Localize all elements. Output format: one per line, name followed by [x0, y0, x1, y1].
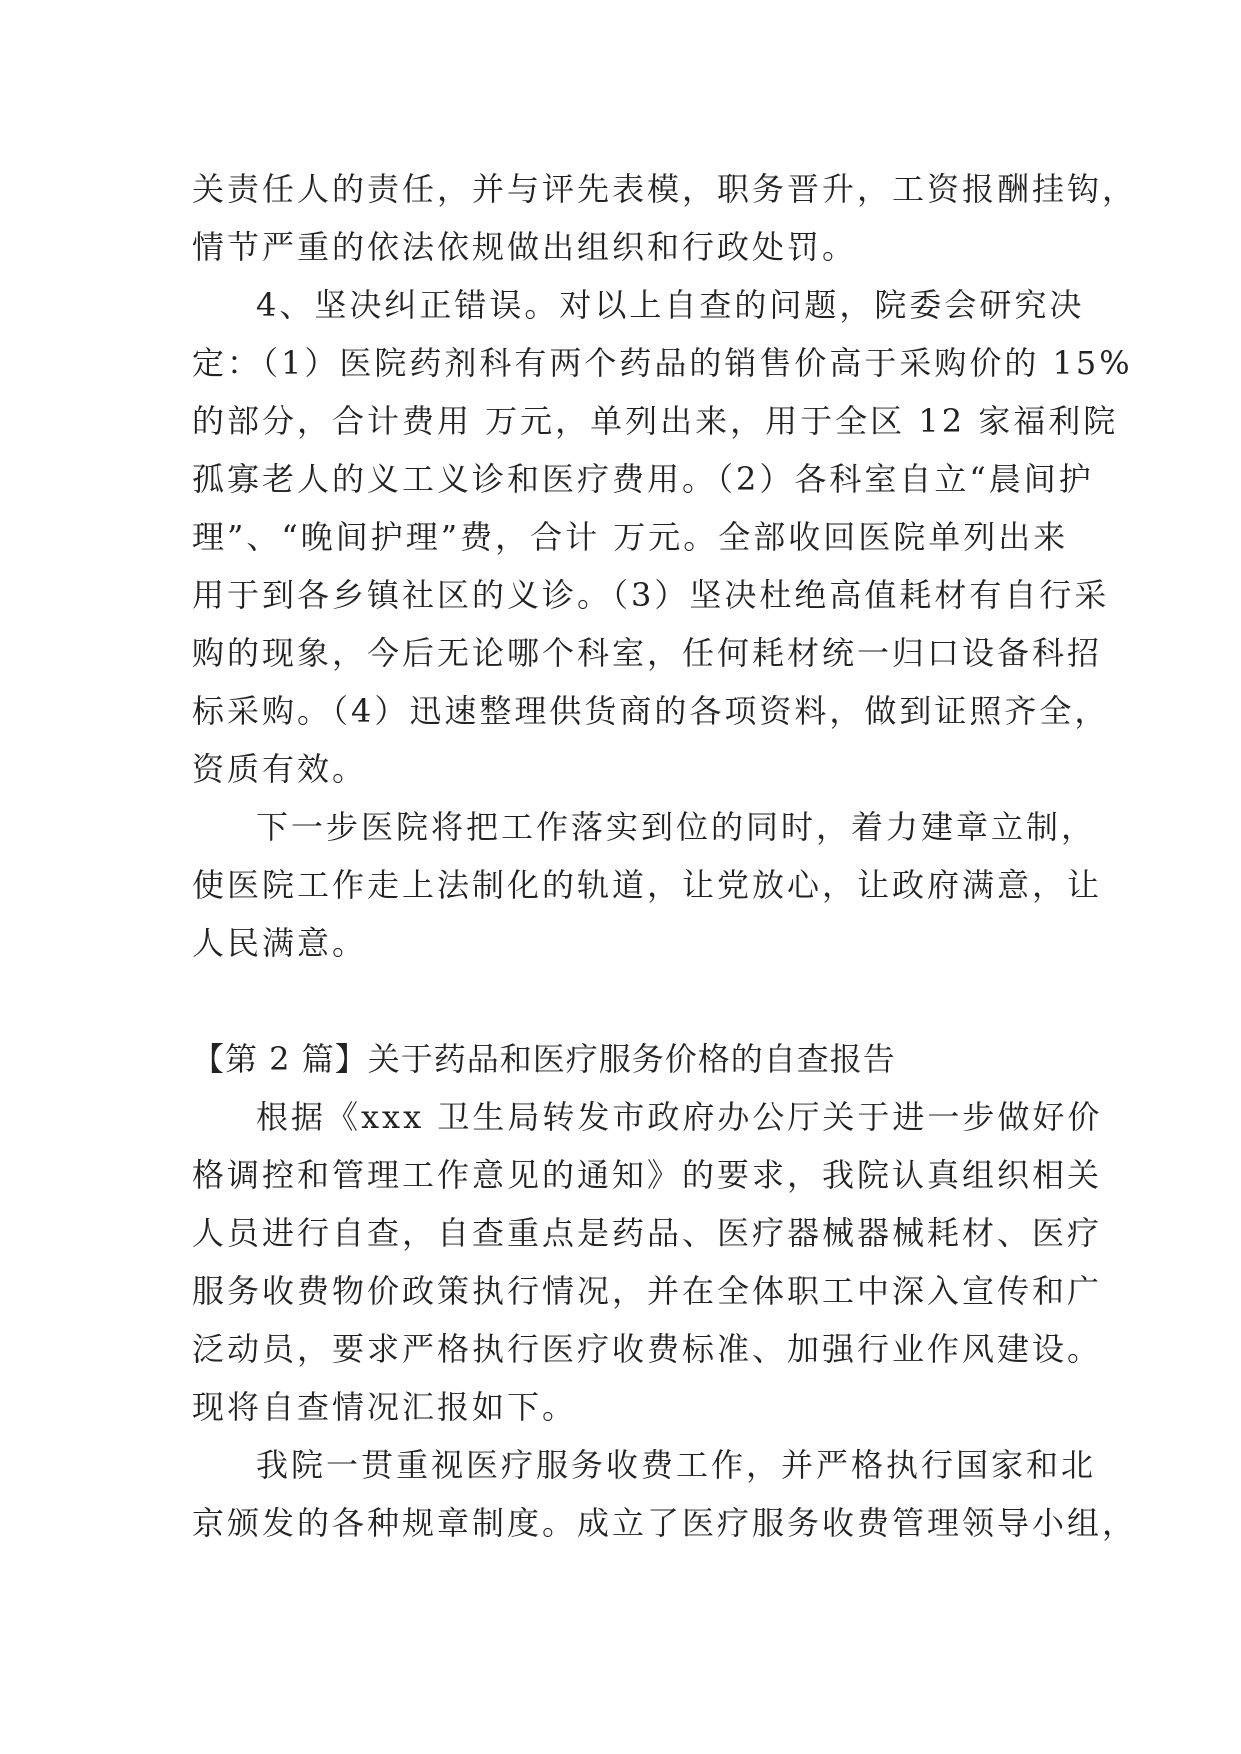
text-line: 情节严重的依法依规做出组织和行政处罚。 [192, 228, 858, 266]
text-line: 资质有效。 [192, 750, 368, 788]
text-line: 下一步医院将把工作落实到位的同时，着力建章立制， [256, 808, 1097, 846]
paragraph-hospital-policy [192, 1436, 1138, 1552]
text-line: 人民满意。 [192, 924, 368, 962]
text-line: 孤寡老人的义工义诊和医疗费用。（2）各科室自立“晨间护 [192, 460, 1094, 498]
paragraph-next-steps [192, 798, 1103, 972]
text-line: 使医院工作走上法制化的轨道，让党放心，让政府满意，让 [192, 866, 1103, 904]
text-line: 用于到各乡镇社区的义诊。（3）坚决杜绝高值耗材有自行采 [192, 576, 1110, 614]
text-line: 服务收费物价政策执行情况，并在全体职工中深入宣传和广 [192, 1272, 1103, 1310]
text-line: 泛动员，要求严格执行医疗收费标准、加强行业作风建设。 [192, 1330, 1103, 1368]
text-line: 人员进行自查，自查重点是药品、医疗器械器械耗材、医疗 [192, 1214, 1103, 1252]
text-line: 格调控和管理工作意见的通知》的要求，我院认真组织相关 [192, 1156, 1103, 1194]
text-line: 我院一贯重视医疗服务收费工作，并严格执行国家和北 [256, 1446, 1097, 1484]
paragraph-responsibility [192, 160, 1138, 276]
text-line: 标采购。（4）迅速整理供货商的各项资料，做到证照齐全， [192, 692, 1110, 730]
text-line: 的部分，合计费用 万元，单列出来，用于全区 12 家福利院 [192, 402, 1119, 440]
text-line: 根据《xxx 卫生局转发市政府办公厅关于进一步做好价 [256, 1098, 1103, 1136]
text-line: 理”、“晚间护理”费，合计 万元。全部收回医院单列出来 [192, 518, 1069, 556]
text-line: 定：（1）医院药剂科有两个药品的销售价高于采购价的 15% [192, 344, 1133, 382]
text-line: 购的现象，今后无论哪个科室，任何耗材统一归口设备科招 [192, 634, 1103, 672]
paragraph-correct-errors [192, 276, 1133, 798]
text-line: 4、坚决纠正错误。对以上自查的问题，院委会研究决 [256, 286, 1085, 324]
section-heading: 【第 2 篇】关于药品和医疗服务价格的自查报告 [192, 1040, 896, 1078]
paragraph-intro [192, 1088, 1103, 1436]
text-line: 京颁发的各种规章制度。成立了医疗服务收费管理领导小组， [192, 1504, 1138, 1542]
text-line: 现将自查情况汇报如下。 [192, 1388, 578, 1426]
text-line: 关责任人的责任，并与评先表模，职务晋升，工资报酬挂钩， [192, 170, 1138, 208]
document-page [192, 160, 1138, 1552]
